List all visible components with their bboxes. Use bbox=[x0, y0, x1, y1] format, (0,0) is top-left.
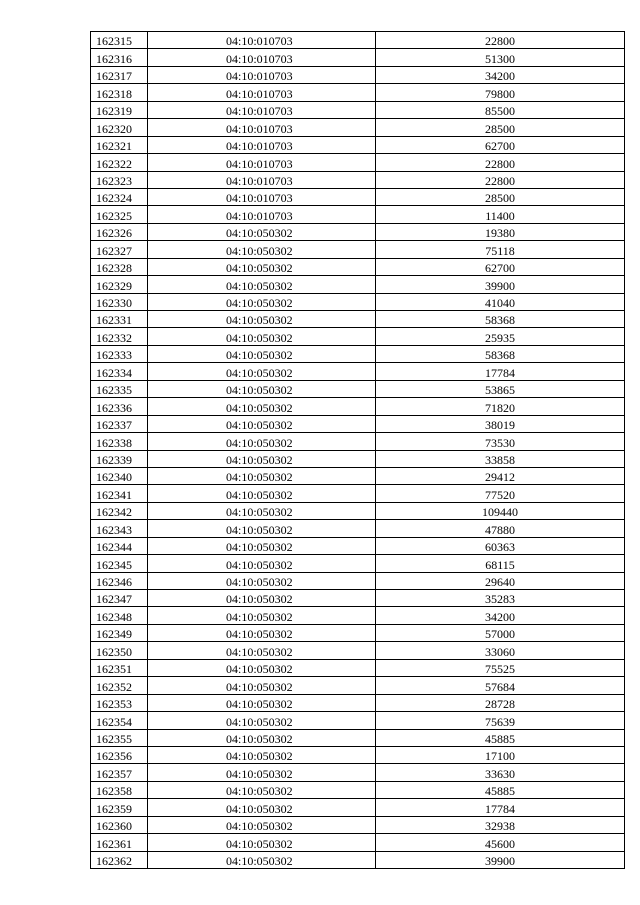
table-row bbox=[91, 66, 625, 83]
row-id-cell: 162348 bbox=[91, 607, 148, 624]
row-id-cell: 162331 bbox=[91, 311, 148, 328]
row-code-cell: 04:10:050302 bbox=[148, 694, 376, 711]
row-id-cell: 162356 bbox=[91, 746, 148, 763]
table-row bbox=[91, 816, 625, 833]
row-code-cell: 04:10:050302 bbox=[148, 555, 376, 572]
table-row bbox=[91, 659, 625, 676]
row-id-cell: 162339 bbox=[91, 450, 148, 467]
table-row bbox=[91, 694, 625, 711]
row-value-cell: 57684 bbox=[376, 677, 625, 694]
row-id-cell: 162319 bbox=[91, 101, 148, 118]
row-id-cell: 162361 bbox=[91, 834, 148, 851]
row-id-cell: 162359 bbox=[91, 799, 148, 816]
table-row bbox=[91, 572, 625, 589]
table-row bbox=[91, 119, 625, 136]
row-id-cell: 162357 bbox=[91, 764, 148, 781]
row-code-cell: 04:10:050302 bbox=[148, 467, 376, 484]
row-id-cell: 162342 bbox=[91, 502, 148, 519]
row-code-cell: 04:10:010703 bbox=[148, 136, 376, 153]
table-row bbox=[91, 590, 625, 607]
row-value-cell: 17784 bbox=[376, 363, 625, 380]
row-value-cell: 109440 bbox=[376, 502, 625, 519]
table-row bbox=[91, 834, 625, 851]
table-row bbox=[91, 642, 625, 659]
table-row bbox=[91, 32, 625, 49]
row-code-cell: 04:10:010703 bbox=[148, 206, 376, 223]
table-row bbox=[91, 49, 625, 66]
row-value-cell: 75525 bbox=[376, 659, 625, 676]
row-value-cell: 39900 bbox=[376, 276, 625, 293]
data-table bbox=[90, 31, 625, 869]
row-id-cell: 162360 bbox=[91, 816, 148, 833]
row-id-cell: 162351 bbox=[91, 659, 148, 676]
table-row bbox=[91, 607, 625, 624]
row-id-cell: 162353 bbox=[91, 694, 148, 711]
row-code-cell: 04:10:050302 bbox=[148, 781, 376, 798]
table-row bbox=[91, 712, 625, 729]
table-row bbox=[91, 258, 625, 275]
row-value-cell: 33858 bbox=[376, 450, 625, 467]
row-value-cell: 22800 bbox=[376, 154, 625, 171]
row-code-cell: 04:10:050302 bbox=[148, 764, 376, 781]
row-value-cell: 35283 bbox=[376, 590, 625, 607]
row-id-cell: 162324 bbox=[91, 188, 148, 205]
table-row bbox=[91, 729, 625, 746]
row-id-cell: 162333 bbox=[91, 345, 148, 362]
row-code-cell: 04:10:050302 bbox=[148, 502, 376, 519]
table-row bbox=[91, 84, 625, 101]
row-code-cell: 04:10:050302 bbox=[148, 799, 376, 816]
row-id-cell: 162358 bbox=[91, 781, 148, 798]
row-value-cell: 17100 bbox=[376, 746, 625, 763]
row-id-cell: 162362 bbox=[91, 851, 148, 868]
row-id-cell: 162334 bbox=[91, 363, 148, 380]
row-value-cell: 28728 bbox=[376, 694, 625, 711]
row-code-cell: 04:10:050302 bbox=[148, 293, 376, 310]
row-code-cell: 04:10:050302 bbox=[148, 590, 376, 607]
row-id-cell: 162315 bbox=[91, 32, 148, 49]
table-row bbox=[91, 276, 625, 293]
row-value-cell: 71820 bbox=[376, 398, 625, 415]
row-value-cell: 77520 bbox=[376, 485, 625, 502]
row-id-cell: 162323 bbox=[91, 171, 148, 188]
row-code-cell: 04:10:050302 bbox=[148, 677, 376, 694]
row-id-cell: 162337 bbox=[91, 415, 148, 432]
row-value-cell: 34200 bbox=[376, 66, 625, 83]
row-value-cell: 33630 bbox=[376, 764, 625, 781]
row-value-cell: 45885 bbox=[376, 729, 625, 746]
row-id-cell: 162317 bbox=[91, 66, 148, 83]
row-value-cell: 25935 bbox=[376, 328, 625, 345]
row-id-cell: 162354 bbox=[91, 712, 148, 729]
row-id-cell: 162321 bbox=[91, 136, 148, 153]
row-value-cell: 58368 bbox=[376, 311, 625, 328]
row-value-cell: 62700 bbox=[376, 258, 625, 275]
row-id-cell: 162352 bbox=[91, 677, 148, 694]
row-value-cell: 33060 bbox=[376, 642, 625, 659]
table-row bbox=[91, 537, 625, 554]
row-value-cell: 75118 bbox=[376, 241, 625, 258]
row-code-cell: 04:10:050302 bbox=[148, 311, 376, 328]
row-code-cell: 04:10:050302 bbox=[148, 572, 376, 589]
row-id-cell: 162320 bbox=[91, 119, 148, 136]
row-code-cell: 04:10:050302 bbox=[148, 398, 376, 415]
row-id-cell: 162328 bbox=[91, 258, 148, 275]
row-value-cell: 85500 bbox=[376, 101, 625, 118]
row-value-cell: 60363 bbox=[376, 537, 625, 554]
row-id-cell: 162316 bbox=[91, 49, 148, 66]
row-code-cell: 04:10:010703 bbox=[148, 49, 376, 66]
row-code-cell: 04:10:050302 bbox=[148, 851, 376, 868]
row-code-cell: 04:10:050302 bbox=[148, 241, 376, 258]
table-row bbox=[91, 520, 625, 537]
row-value-cell: 22800 bbox=[376, 171, 625, 188]
table-row bbox=[91, 433, 625, 450]
row-code-cell: 04:10:050302 bbox=[148, 415, 376, 432]
row-value-cell: 47880 bbox=[376, 520, 625, 537]
row-code-cell: 04:10:010703 bbox=[148, 101, 376, 118]
table-row bbox=[91, 467, 625, 484]
row-id-cell: 162332 bbox=[91, 328, 148, 345]
row-code-cell: 04:10:010703 bbox=[148, 119, 376, 136]
row-id-cell: 162350 bbox=[91, 642, 148, 659]
row-value-cell: 41040 bbox=[376, 293, 625, 310]
table-row bbox=[91, 241, 625, 258]
row-id-cell: 162325 bbox=[91, 206, 148, 223]
row-value-cell: 11400 bbox=[376, 206, 625, 223]
table-row bbox=[91, 311, 625, 328]
row-value-cell: 32938 bbox=[376, 816, 625, 833]
row-code-cell: 04:10:050302 bbox=[148, 607, 376, 624]
row-id-cell: 162346 bbox=[91, 572, 148, 589]
row-value-cell: 73530 bbox=[376, 433, 625, 450]
table-row bbox=[91, 101, 625, 118]
row-id-cell: 162318 bbox=[91, 84, 148, 101]
row-code-cell: 04:10:050302 bbox=[148, 834, 376, 851]
row-code-cell: 04:10:050302 bbox=[148, 223, 376, 240]
row-code-cell: 04:10:050302 bbox=[148, 659, 376, 676]
row-value-cell: 75639 bbox=[376, 712, 625, 729]
row-code-cell: 04:10:010703 bbox=[148, 66, 376, 83]
row-code-cell: 04:10:050302 bbox=[148, 258, 376, 275]
row-value-cell: 28500 bbox=[376, 119, 625, 136]
row-code-cell: 04:10:050302 bbox=[148, 537, 376, 554]
row-code-cell: 04:10:050302 bbox=[148, 485, 376, 502]
row-value-cell: 29412 bbox=[376, 467, 625, 484]
row-id-cell: 162326 bbox=[91, 223, 148, 240]
row-code-cell: 04:10:050302 bbox=[148, 433, 376, 450]
row-id-cell: 162345 bbox=[91, 555, 148, 572]
table-row bbox=[91, 799, 625, 816]
row-value-cell: 39900 bbox=[376, 851, 625, 868]
row-code-cell: 04:10:050302 bbox=[148, 642, 376, 659]
row-code-cell: 04:10:010703 bbox=[148, 171, 376, 188]
row-id-cell: 162349 bbox=[91, 624, 148, 641]
row-value-cell: 29640 bbox=[376, 572, 625, 589]
row-id-cell: 162344 bbox=[91, 537, 148, 554]
table-row bbox=[91, 171, 625, 188]
table-row bbox=[91, 206, 625, 223]
table-row bbox=[91, 450, 625, 467]
row-id-cell: 162336 bbox=[91, 398, 148, 415]
table-row bbox=[91, 363, 625, 380]
row-id-cell: 162341 bbox=[91, 485, 148, 502]
row-id-cell: 162322 bbox=[91, 154, 148, 171]
data-table-body bbox=[91, 32, 625, 869]
row-code-cell: 04:10:050302 bbox=[148, 363, 376, 380]
row-id-cell: 162340 bbox=[91, 467, 148, 484]
row-code-cell: 04:10:010703 bbox=[148, 188, 376, 205]
row-code-cell: 04:10:050302 bbox=[148, 450, 376, 467]
table-row bbox=[91, 293, 625, 310]
row-code-cell: 04:10:050302 bbox=[148, 380, 376, 397]
row-value-cell: 17784 bbox=[376, 799, 625, 816]
row-id-cell: 162343 bbox=[91, 520, 148, 537]
row-value-cell: 19380 bbox=[376, 223, 625, 240]
table-row bbox=[91, 624, 625, 641]
table-row bbox=[91, 502, 625, 519]
row-code-cell: 04:10:050302 bbox=[148, 328, 376, 345]
row-code-cell: 04:10:010703 bbox=[148, 84, 376, 101]
row-value-cell: 68115 bbox=[376, 555, 625, 572]
row-id-cell: 162327 bbox=[91, 241, 148, 258]
row-code-cell: 04:10:050302 bbox=[148, 624, 376, 641]
row-value-cell: 57000 bbox=[376, 624, 625, 641]
row-value-cell: 62700 bbox=[376, 136, 625, 153]
table-row bbox=[91, 555, 625, 572]
row-value-cell: 34200 bbox=[376, 607, 625, 624]
row-code-cell: 04:10:010703 bbox=[148, 154, 376, 171]
table-row bbox=[91, 188, 625, 205]
table-row bbox=[91, 328, 625, 345]
row-code-cell: 04:10:050302 bbox=[148, 712, 376, 729]
table-row bbox=[91, 380, 625, 397]
row-id-cell: 162329 bbox=[91, 276, 148, 293]
row-value-cell: 28500 bbox=[376, 188, 625, 205]
table-row bbox=[91, 485, 625, 502]
row-value-cell: 45600 bbox=[376, 834, 625, 851]
table-row bbox=[91, 223, 625, 240]
row-id-cell: 162355 bbox=[91, 729, 148, 746]
table-row bbox=[91, 746, 625, 763]
table-row bbox=[91, 398, 625, 415]
table-row bbox=[91, 764, 625, 781]
row-id-cell: 162338 bbox=[91, 433, 148, 450]
table-row bbox=[91, 851, 625, 868]
row-value-cell: 79800 bbox=[376, 84, 625, 101]
row-value-cell: 22800 bbox=[376, 32, 625, 49]
row-code-cell: 04:10:050302 bbox=[148, 520, 376, 537]
row-id-cell: 162335 bbox=[91, 380, 148, 397]
row-code-cell: 04:10:050302 bbox=[148, 345, 376, 362]
table-row bbox=[91, 415, 625, 432]
row-value-cell: 53865 bbox=[376, 380, 625, 397]
table-row bbox=[91, 345, 625, 362]
table-row bbox=[91, 136, 625, 153]
row-value-cell: 45885 bbox=[376, 781, 625, 798]
row-id-cell: 162347 bbox=[91, 590, 148, 607]
table-row bbox=[91, 781, 625, 798]
row-code-cell: 04:10:050302 bbox=[148, 746, 376, 763]
row-id-cell: 162330 bbox=[91, 293, 148, 310]
row-code-cell: 04:10:050302 bbox=[148, 816, 376, 833]
row-code-cell: 04:10:050302 bbox=[148, 276, 376, 293]
row-value-cell: 51300 bbox=[376, 49, 625, 66]
row-value-cell: 58368 bbox=[376, 345, 625, 362]
row-value-cell: 38019 bbox=[376, 415, 625, 432]
table-row bbox=[91, 677, 625, 694]
row-code-cell: 04:10:050302 bbox=[148, 729, 376, 746]
table-row bbox=[91, 154, 625, 171]
row-code-cell: 04:10:010703 bbox=[148, 32, 376, 49]
